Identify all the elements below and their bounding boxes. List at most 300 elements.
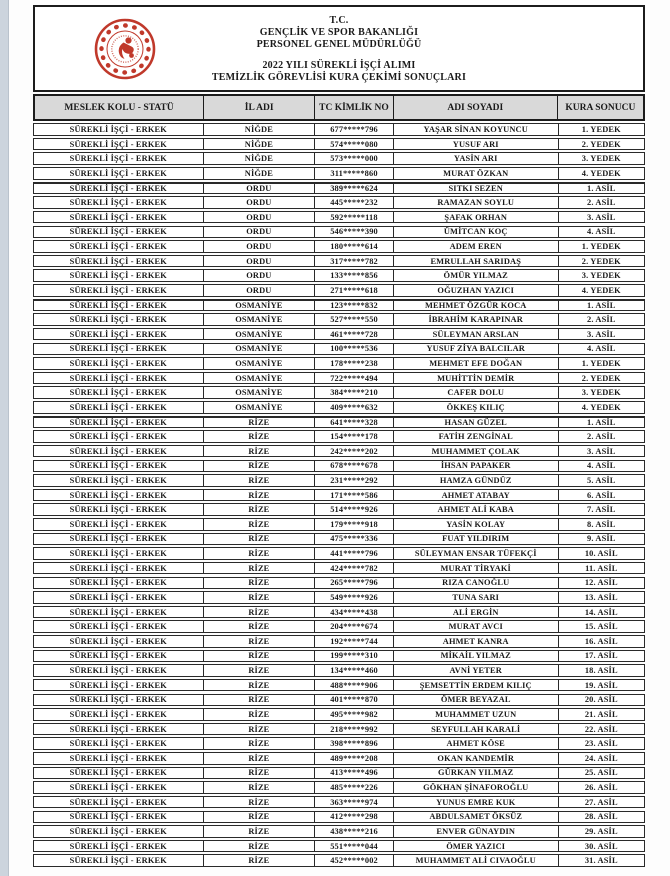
cell-meslek-kolu: SÜREKLİ İŞÇİ - ERKEK xyxy=(34,855,204,865)
cell-kura-sonucu: 2. ASİL xyxy=(587,432,616,442)
cell-adi-soyadi: CAFER DOLU xyxy=(394,387,559,397)
cell-meslek-kolu: SÜREKLİ İŞÇİ - ERKEK xyxy=(34,709,204,719)
table-row xyxy=(33,562,645,574)
cell-il-adi: OSMANİYE xyxy=(204,301,316,310)
cell-meslek-kolu: SÜREKLİ İŞÇİ - ERKEK xyxy=(34,227,204,237)
cell-tc-kimlik: 452*****002 xyxy=(315,855,394,865)
results-table-body xyxy=(33,123,645,867)
table-row xyxy=(33,620,645,632)
cell-meslek-kolu: SÜREKLİ İŞÇİ - ERKEK xyxy=(34,387,204,397)
cell-adi-soyadi: OKAN KANDEMİR xyxy=(394,753,559,763)
cell-kura-sonucu: 2. YEDEK xyxy=(581,373,621,383)
cell-il-adi: RİZE xyxy=(204,651,316,661)
cell-il-adi: RİZE xyxy=(204,534,316,544)
cell-kura-sonucu: 4. YEDEK xyxy=(581,285,621,295)
cell-adi-soyadi: YASİN ARI xyxy=(394,153,559,163)
cell-kura-sonucu: 22. ASİL xyxy=(584,724,618,734)
cell-meslek-kolu: SÜREKLİ İŞÇİ - ERKEK xyxy=(34,519,204,529)
cell-meslek-kolu: SÜREKLİ İŞÇİ - ERKEK xyxy=(34,534,204,544)
cell-meslek-kolu: SÜREKLİ İŞÇİ - ERKEK xyxy=(34,724,204,734)
table-row xyxy=(33,577,645,589)
cell-meslek-kolu: SÜREKLİ İŞÇİ - ERKEK xyxy=(34,373,204,383)
cell-meslek-kolu: SÜREKLİ İŞÇİ - ERKEK xyxy=(34,168,204,178)
table-row xyxy=(33,445,645,457)
table-row xyxy=(33,489,645,501)
cell-tc-kimlik: 489*****208 xyxy=(315,753,394,763)
title-directorate: PERSONEL GENEL MÜDÜRLÜĞÜ xyxy=(256,39,422,50)
cell-tc-kimlik: 485*****226 xyxy=(315,782,394,792)
cell-meslek-kolu: SÜREKLİ İŞÇİ - ERKEK xyxy=(34,738,204,748)
cell-meslek-kolu: SÜREKLİ İŞÇİ - ERKEK xyxy=(34,418,204,427)
page-edge-strip xyxy=(0,0,9,876)
cell-meslek-kolu: SÜREKLİ İŞÇİ - ERKEK xyxy=(34,490,204,500)
cell-meslek-kolu: SÜREKLİ İŞÇİ - ERKEK xyxy=(34,358,204,368)
cell-il-adi: RİZE xyxy=(204,431,316,441)
table-row xyxy=(33,840,645,852)
column-header-kura-sonucu: KURA SONUCU xyxy=(565,102,636,113)
cell-il-adi: RİZE xyxy=(204,461,316,471)
table-row xyxy=(33,737,645,749)
cell-tc-kimlik: 549*****926 xyxy=(315,592,394,602)
cell-kura-sonucu: 9. ASİL xyxy=(587,534,616,544)
cell-adi-soyadi: MURAT TİRYAKİ xyxy=(394,563,559,573)
cell-meslek-kolu: SÜREKLİ İŞÇİ - ERKEK xyxy=(34,504,204,514)
cell-tc-kimlik: 678*****678 xyxy=(315,461,394,471)
cell-tc-kimlik: 434*****438 xyxy=(315,607,394,617)
cell-meslek-kolu: SÜREKLİ İŞÇİ - ERKEK xyxy=(34,461,204,471)
subtitle-results: TEMİZLİK GÖREVLİSİ KURA ÇEKİMİ SONUÇLARI xyxy=(211,72,467,83)
cell-adi-soyadi: YUNUS EMRE KUK xyxy=(394,797,559,807)
cell-kura-sonucu: 12. ASİL xyxy=(584,578,618,588)
cell-kura-sonucu: 16. ASİL xyxy=(584,636,618,646)
cell-meslek-kolu: SÜREKLİ İŞÇİ - ERKEK xyxy=(34,578,204,588)
cell-adi-soyadi: SÜLEYMAN ARSLAN xyxy=(394,329,559,339)
table-row xyxy=(33,123,645,135)
cell-kura-sonucu: 25. ASİL xyxy=(584,768,618,778)
cell-tc-kimlik: 179*****918 xyxy=(315,519,394,529)
cell-tc-kimlik: 389*****624 xyxy=(315,184,394,193)
table-row xyxy=(33,167,645,179)
table-row xyxy=(33,723,645,735)
cell-adi-soyadi: MUHAMMET ALİ CIVAOĞLU xyxy=(394,855,559,865)
cell-kura-sonucu: 1. YEDEK xyxy=(581,358,621,368)
cell-kura-sonucu: 4. YEDEK xyxy=(581,168,621,178)
cell-meslek-kolu: SÜREKLİ İŞÇİ - ERKEK xyxy=(34,636,204,646)
cell-kura-sonucu: 10. ASİL xyxy=(584,549,618,559)
cell-kura-sonucu: 30. ASİL xyxy=(584,841,618,851)
cell-tc-kimlik: 154*****178 xyxy=(315,431,394,441)
cell-tc-kimlik: 192*****744 xyxy=(315,636,394,646)
cell-adi-soyadi: RAMAZAN SOYLU xyxy=(394,197,559,207)
table-row xyxy=(33,825,645,837)
cell-il-adi: OSMANİYE xyxy=(204,329,316,339)
cell-adi-soyadi: YUSUF ARI xyxy=(394,139,559,149)
cell-tc-kimlik: 171*****586 xyxy=(315,490,394,500)
cell-kura-sonucu: 11. ASİL xyxy=(585,563,618,573)
cell-kura-sonucu: 19. ASİL xyxy=(584,680,618,690)
cell-il-adi: RİZE xyxy=(204,826,316,836)
cell-meslek-kolu: SÜREKLİ İŞÇİ - ERKEK xyxy=(34,812,204,822)
cell-adi-soyadi: MİKAİL YILMAZ xyxy=(394,651,559,661)
cell-meslek-kolu: SÜREKLİ İŞÇİ - ERKEK xyxy=(34,592,204,602)
cell-meslek-kolu: SÜREKLİ İŞÇİ - ERKEK xyxy=(34,563,204,573)
cell-meslek-kolu: SÜREKLİ İŞÇİ - ERKEK xyxy=(34,314,204,324)
cell-meslek-kolu: SÜREKLİ İŞÇİ - ERKEK xyxy=(34,197,204,207)
cell-adi-soyadi: MUHAMMET UZUN xyxy=(394,709,559,719)
table-row xyxy=(33,299,645,311)
cell-il-adi: OSMANİYE xyxy=(204,373,316,383)
cell-kura-sonucu: 20. ASİL xyxy=(584,695,618,705)
table-row xyxy=(33,460,645,472)
cell-tc-kimlik: 475*****336 xyxy=(315,534,394,544)
cell-kura-sonucu: 17. ASİL xyxy=(584,651,618,661)
table-row xyxy=(33,796,645,808)
cell-meslek-kolu: SÜREKLİ İŞÇİ - ERKEK xyxy=(34,621,204,631)
cell-kura-sonucu: 1. YEDEK xyxy=(581,241,621,251)
cell-il-adi: OSMANİYE xyxy=(204,358,316,368)
table-row xyxy=(33,474,645,486)
cell-meslek-kolu: SÜREKLİ İŞÇİ - ERKEK xyxy=(34,797,204,807)
table-row xyxy=(33,708,645,720)
cell-tc-kimlik: 271*****618 xyxy=(315,285,394,295)
cell-adi-soyadi: MEHMET EFE DOĞAN xyxy=(394,358,559,368)
cell-tc-kimlik: 424*****782 xyxy=(315,563,394,573)
table-row xyxy=(33,211,645,223)
cell-tc-kimlik: 178*****238 xyxy=(315,358,394,368)
cell-adi-soyadi: MUHAMMET ÇOLAK xyxy=(394,446,559,456)
cell-il-adi: RİZE xyxy=(204,855,316,865)
table-row xyxy=(33,372,645,384)
cell-il-adi: RİZE xyxy=(204,797,316,807)
table-row xyxy=(33,767,645,779)
cell-kura-sonucu: 2. ASİL xyxy=(587,315,616,325)
column-header-meslek-kolu: MESLEK KOLU - STATÜ xyxy=(35,96,204,119)
cell-kura-sonucu: 14. ASİL xyxy=(584,607,618,617)
cell-kura-sonucu: 1. YEDEK xyxy=(581,124,621,134)
cell-adi-soyadi: ÜMİTCAN KOÇ xyxy=(394,227,559,237)
cell-meslek-kolu: SÜREKLİ İŞÇİ - ERKEK xyxy=(34,241,204,251)
table-row xyxy=(33,533,645,545)
table-row xyxy=(33,518,645,530)
cell-kura-sonucu: 3. YEDEK xyxy=(581,271,621,281)
table-row xyxy=(33,650,645,662)
column-header-adi-soyadi: ADI SOYADI xyxy=(394,96,558,119)
cell-adi-soyadi: ÖKKEŞ KILIÇ xyxy=(394,402,559,412)
table-row xyxy=(33,240,645,252)
cell-kura-sonucu: 1. ASİL xyxy=(587,183,616,193)
cell-il-adi: RİZE xyxy=(204,724,316,734)
cell-kura-sonucu: 2. YEDEK xyxy=(581,256,621,266)
cell-tc-kimlik: 488*****906 xyxy=(315,680,394,690)
cell-il-adi: OSMANİYE xyxy=(204,344,316,354)
cell-il-adi: OSMANİYE xyxy=(204,402,316,412)
cell-kura-sonucu: 4. ASİL xyxy=(587,461,616,471)
cell-il-adi: RİZE xyxy=(204,592,316,602)
cell-il-adi: RİZE xyxy=(204,812,316,822)
cell-adi-soyadi: OĞUZHAN YAZICI xyxy=(394,285,559,295)
cell-tc-kimlik: 438*****216 xyxy=(315,826,394,836)
document-header xyxy=(33,5,645,92)
cell-adi-soyadi: MURAT ÖZKAN xyxy=(394,168,559,178)
cell-il-adi: OSMANİYE xyxy=(204,387,316,397)
table-row xyxy=(33,328,645,340)
cell-tc-kimlik: 514*****926 xyxy=(315,504,394,514)
table-row xyxy=(33,138,645,150)
cell-meslek-kolu: SÜREKLİ İŞÇİ - ERKEK xyxy=(34,548,204,558)
cell-tc-kimlik: 218*****992 xyxy=(315,724,394,734)
cell-kura-sonucu: 23. ASİL xyxy=(584,739,618,749)
cell-meslek-kolu: SÜREKLİ İŞÇİ - ERKEK xyxy=(34,402,204,412)
table-row xyxy=(33,269,645,281)
cell-il-adi: RİZE xyxy=(204,548,316,558)
cell-tc-kimlik: 677*****796 xyxy=(315,124,394,134)
title-tc: T.C. xyxy=(329,15,349,26)
cell-adi-soyadi: MEHMET ÖZGÜR KOCA xyxy=(394,301,559,310)
cell-kura-sonucu: 2. YEDEK xyxy=(581,139,621,149)
cell-adi-soyadi: MUHİTTİN DEMİR xyxy=(394,373,559,383)
cell-meslek-kolu: SÜREKLİ İŞÇİ - ERKEK xyxy=(34,184,204,193)
cell-meslek-kolu: SÜREKLİ İŞÇİ - ERKEK xyxy=(34,607,204,617)
cell-tc-kimlik: 133*****856 xyxy=(315,270,394,280)
cell-adi-soyadi: ŞEMSETTİN ERDEM KILIÇ xyxy=(394,680,559,690)
cell-kura-sonucu: 3. YEDEK xyxy=(581,154,621,164)
cell-adi-soyadi: ÖMÜR YILMAZ xyxy=(394,270,559,280)
table-row xyxy=(33,781,645,793)
cell-tc-kimlik: 409*****632 xyxy=(315,402,394,412)
cell-adi-soyadi: MURAT AVCI xyxy=(394,621,559,631)
cell-tc-kimlik: 199*****310 xyxy=(315,651,394,661)
cell-il-adi: RİZE xyxy=(204,446,316,456)
cell-meslek-kolu: SÜREKLİ İŞÇİ - ERKEK xyxy=(34,665,204,675)
cell-tc-kimlik: 573*****000 xyxy=(315,153,394,163)
cell-adi-soyadi: FUAT YILDIRIM xyxy=(394,534,559,544)
cell-tc-kimlik: 412*****298 xyxy=(315,812,394,822)
cell-adi-soyadi: İHSAN PAPAKER xyxy=(394,461,559,471)
cell-il-adi: RİZE xyxy=(204,782,316,792)
cell-adi-soyadi: AVNİ YETER xyxy=(394,665,559,675)
table-row xyxy=(33,182,645,194)
cell-tc-kimlik: 413*****496 xyxy=(315,768,394,778)
subtitle-recruitment: 2022 YILI SÜREKLİ İŞÇİ ALIMI xyxy=(262,60,416,71)
cell-kura-sonucu: 4. ASİL xyxy=(587,227,616,237)
table-row xyxy=(33,386,645,398)
cell-meslek-kolu: SÜREKLİ İŞÇİ - ERKEK xyxy=(34,651,204,661)
cell-adi-soyadi: SÜLEYMAN ENSAR TÜFEKÇİ xyxy=(394,548,559,558)
cell-il-adi: RİZE xyxy=(204,753,316,763)
cell-kura-sonucu: 8. ASİL xyxy=(587,519,616,529)
cell-tc-kimlik: 574*****080 xyxy=(315,139,394,149)
cell-il-adi: RİZE xyxy=(204,490,316,500)
ministry-seal-icon xyxy=(93,17,157,81)
cell-il-adi: OSMANİYE xyxy=(204,314,316,324)
cell-tc-kimlik: 461*****728 xyxy=(315,329,394,339)
cell-tc-kimlik: 722*****494 xyxy=(315,373,394,383)
cell-adi-soyadi: HAMZA GÜNDÜZ xyxy=(394,475,559,485)
cell-tc-kimlik: 204*****674 xyxy=(315,621,394,631)
cell-tc-kimlik: 527*****550 xyxy=(315,314,394,324)
cell-tc-kimlik: 134*****460 xyxy=(315,665,394,675)
cell-il-adi: ORDU xyxy=(204,212,316,222)
cell-il-adi: RİZE xyxy=(204,695,316,705)
cell-tc-kimlik: 180*****614 xyxy=(315,241,394,251)
cell-kura-sonucu: 3. ASİL xyxy=(587,329,616,339)
cell-il-adi: RİZE xyxy=(204,680,316,690)
cell-il-adi: RİZE xyxy=(204,607,316,617)
cell-adi-soyadi: ENVER GÜNAYDIN xyxy=(394,826,559,836)
cell-il-adi: RİZE xyxy=(204,621,316,631)
cell-il-adi: RİZE xyxy=(204,504,316,514)
table-row xyxy=(33,606,645,618)
cell-adi-soyadi: FATİH ZENGİNAL xyxy=(394,431,559,441)
cell-kura-sonucu: 24. ASİL xyxy=(584,753,618,763)
cell-adi-soyadi: ALİ ERGİN xyxy=(394,607,559,617)
table-row xyxy=(33,357,645,369)
cell-meslek-kolu: SÜREKLİ İŞÇİ - ERKEK xyxy=(34,212,204,222)
cell-meslek-kolu: SÜREKLİ İŞÇİ - ERKEK xyxy=(34,782,204,792)
cell-meslek-kolu: SÜREKLİ İŞÇİ - ERKEK xyxy=(34,256,204,266)
cell-kura-sonucu: 2. ASİL xyxy=(587,198,616,208)
cell-meslek-kolu: SÜREKLİ İŞÇİ - ERKEK xyxy=(34,753,204,763)
table-row xyxy=(33,255,645,267)
table-row xyxy=(33,811,645,823)
cell-meslek-kolu: SÜREKLİ İŞÇİ - ERKEK xyxy=(34,475,204,485)
cell-adi-soyadi: HASAN GÜZEL xyxy=(394,418,559,427)
cell-adi-soyadi: SITKI SEZEN xyxy=(394,184,559,193)
cell-kura-sonucu: 1. ASİL xyxy=(587,300,616,310)
cell-adi-soyadi: EMRULLAH SARIDAŞ xyxy=(394,256,559,266)
cell-adi-soyadi: ÖMER BEYAZAL xyxy=(394,695,559,705)
cell-meslek-kolu: SÜREKLİ İŞÇİ - ERKEK xyxy=(34,768,204,778)
cell-il-adi: ORDU xyxy=(204,241,316,251)
cell-tc-kimlik: 641*****328 xyxy=(315,418,394,427)
column-header-il-adi: İL ADI xyxy=(204,96,315,119)
cell-meslek-kolu: SÜREKLİ İŞÇİ - ERKEK xyxy=(34,285,204,295)
cell-meslek-kolu: SÜREKLİ İŞÇİ - ERKEK xyxy=(34,344,204,354)
cell-adi-soyadi: AHMET ATABAY xyxy=(394,490,559,500)
table-row xyxy=(33,430,645,442)
cell-tc-kimlik: 495*****982 xyxy=(315,709,394,719)
cell-il-adi: ORDU xyxy=(204,184,316,193)
cell-adi-soyadi: ADEM EREN xyxy=(394,241,559,251)
cell-il-adi: RİZE xyxy=(204,636,316,646)
cell-il-adi: RİZE xyxy=(204,578,316,588)
cell-il-adi: RİZE xyxy=(204,709,316,719)
table-row xyxy=(33,416,645,428)
cell-tc-kimlik: 123*****832 xyxy=(315,301,394,310)
table-row xyxy=(33,401,645,413)
cell-adi-soyadi: GÜRKAN YILMAZ xyxy=(394,768,559,778)
cell-kura-sonucu: 4. ASİL xyxy=(587,344,616,354)
cell-kura-sonucu: 29. ASİL xyxy=(584,826,618,836)
cell-il-adi: ORDU xyxy=(204,270,316,280)
cell-tc-kimlik: 445*****232 xyxy=(315,197,394,207)
cell-adi-soyadi: YUSUF ZİYA BALCILAR xyxy=(394,344,559,354)
cell-tc-kimlik: 265*****796 xyxy=(315,578,394,588)
cell-meslek-kolu: SÜREKLİ İŞÇİ - ERKEK xyxy=(34,270,204,280)
cell-kura-sonucu: 1. ASİL xyxy=(587,417,616,427)
cell-meslek-kolu: SÜREKLİ İŞÇİ - ERKEK xyxy=(34,301,204,310)
cell-meslek-kolu: SÜREKLİ İŞÇİ - ERKEK xyxy=(34,124,204,134)
cell-kura-sonucu: 3. ASİL xyxy=(587,212,616,222)
cell-kura-sonucu: 27. ASİL xyxy=(584,797,618,807)
cell-adi-soyadi: AHMET KÖSE xyxy=(394,738,559,748)
cell-il-adi: ORDU xyxy=(204,197,316,207)
cell-tc-kimlik: 441*****796 xyxy=(315,548,394,558)
cell-adi-soyadi: ABDULSAMET ÖKSÜZ xyxy=(394,812,559,822)
cell-kura-sonucu: 21. ASİL xyxy=(584,709,618,719)
cell-kura-sonucu: 28. ASİL xyxy=(584,812,618,822)
table-row xyxy=(33,679,645,691)
cell-tc-kimlik: 311*****860 xyxy=(315,168,394,178)
cell-kura-sonucu: 31. ASİL xyxy=(584,856,618,866)
cell-meslek-kolu: SÜREKLİ İŞÇİ - ERKEK xyxy=(34,841,204,851)
cell-meslek-kolu: SÜREKLİ İŞÇİ - ERKEK xyxy=(34,431,204,441)
cell-il-adi: RİZE xyxy=(204,475,316,485)
cell-tc-kimlik: 401*****870 xyxy=(315,695,394,705)
cell-meslek-kolu: SÜREKLİ İŞÇİ - ERKEK xyxy=(34,826,204,836)
cell-kura-sonucu: 4. YEDEK xyxy=(581,402,621,412)
cell-il-adi: RİZE xyxy=(204,665,316,675)
table-row xyxy=(33,752,645,764)
cell-adi-soyadi: İBRAHİM KARAPINAR xyxy=(394,314,559,324)
table-row xyxy=(33,152,645,164)
cell-adi-soyadi: AHMET KANRA xyxy=(394,636,559,646)
document-sheet xyxy=(33,5,645,867)
cell-il-adi: RİZE xyxy=(204,418,316,427)
cell-adi-soyadi: GÖKHAN ŞİNAFOROĞLU xyxy=(394,782,559,792)
table-row xyxy=(33,635,645,647)
cell-kura-sonucu: 3. YEDEK xyxy=(581,388,621,398)
cell-adi-soyadi: AHMET ALİ KABA xyxy=(394,504,559,514)
cell-kura-sonucu: 18. ASİL xyxy=(584,666,618,676)
cell-il-adi: NİĞDE xyxy=(204,124,316,134)
cell-tc-kimlik: 231*****292 xyxy=(315,475,394,485)
cell-kura-sonucu: 3. ASİL xyxy=(587,446,616,456)
cell-tc-kimlik: 546*****390 xyxy=(315,227,394,237)
cell-adi-soyadi: RIZA CANOĞLU xyxy=(394,578,559,588)
cell-tc-kimlik: 242*****202 xyxy=(315,446,394,456)
table-header-row xyxy=(33,94,645,121)
cell-adi-soyadi: YAŞAR SİNAN KOYUNCU xyxy=(394,124,559,134)
title-ministry: GENÇLİK VE SPOR BAKANLIĞI xyxy=(259,27,419,38)
cell-tc-kimlik: 317*****782 xyxy=(315,256,394,266)
cell-adi-soyadi: YASİN KOLAY xyxy=(394,519,559,529)
cell-il-adi: RİZE xyxy=(204,738,316,748)
table-row xyxy=(33,196,645,208)
cell-tc-kimlik: 363*****974 xyxy=(315,797,394,807)
cell-il-adi: RİZE xyxy=(204,768,316,778)
cell-il-adi: NİĞDE xyxy=(204,168,316,178)
table-row xyxy=(33,503,645,515)
cell-meslek-kolu: SÜREKLİ İŞÇİ - ERKEK xyxy=(34,446,204,456)
cell-il-adi: NİĞDE xyxy=(204,139,316,149)
table-row xyxy=(33,284,645,296)
cell-meslek-kolu: SÜREKLİ İŞÇİ - ERKEK xyxy=(34,329,204,339)
cell-adi-soyadi: TUNA SARI xyxy=(394,592,559,602)
cell-il-adi: ORDU xyxy=(204,227,316,237)
cell-meslek-kolu: SÜREKLİ İŞÇİ - ERKEK xyxy=(34,153,204,163)
cell-il-adi: ORDU xyxy=(204,256,316,266)
cell-tc-kimlik: 551*****044 xyxy=(315,841,394,851)
cell-kura-sonucu: 15. ASİL xyxy=(584,622,618,632)
cell-il-adi: RİZE xyxy=(204,519,316,529)
table-row xyxy=(33,313,645,325)
cell-tc-kimlik: 398*****896 xyxy=(315,738,394,748)
cell-kura-sonucu: 13. ASİL xyxy=(584,592,618,602)
table-row xyxy=(33,664,645,676)
cell-adi-soyadi: ÖMER YAZICI xyxy=(394,841,559,851)
cell-meslek-kolu: SÜREKLİ İŞÇİ - ERKEK xyxy=(34,695,204,705)
